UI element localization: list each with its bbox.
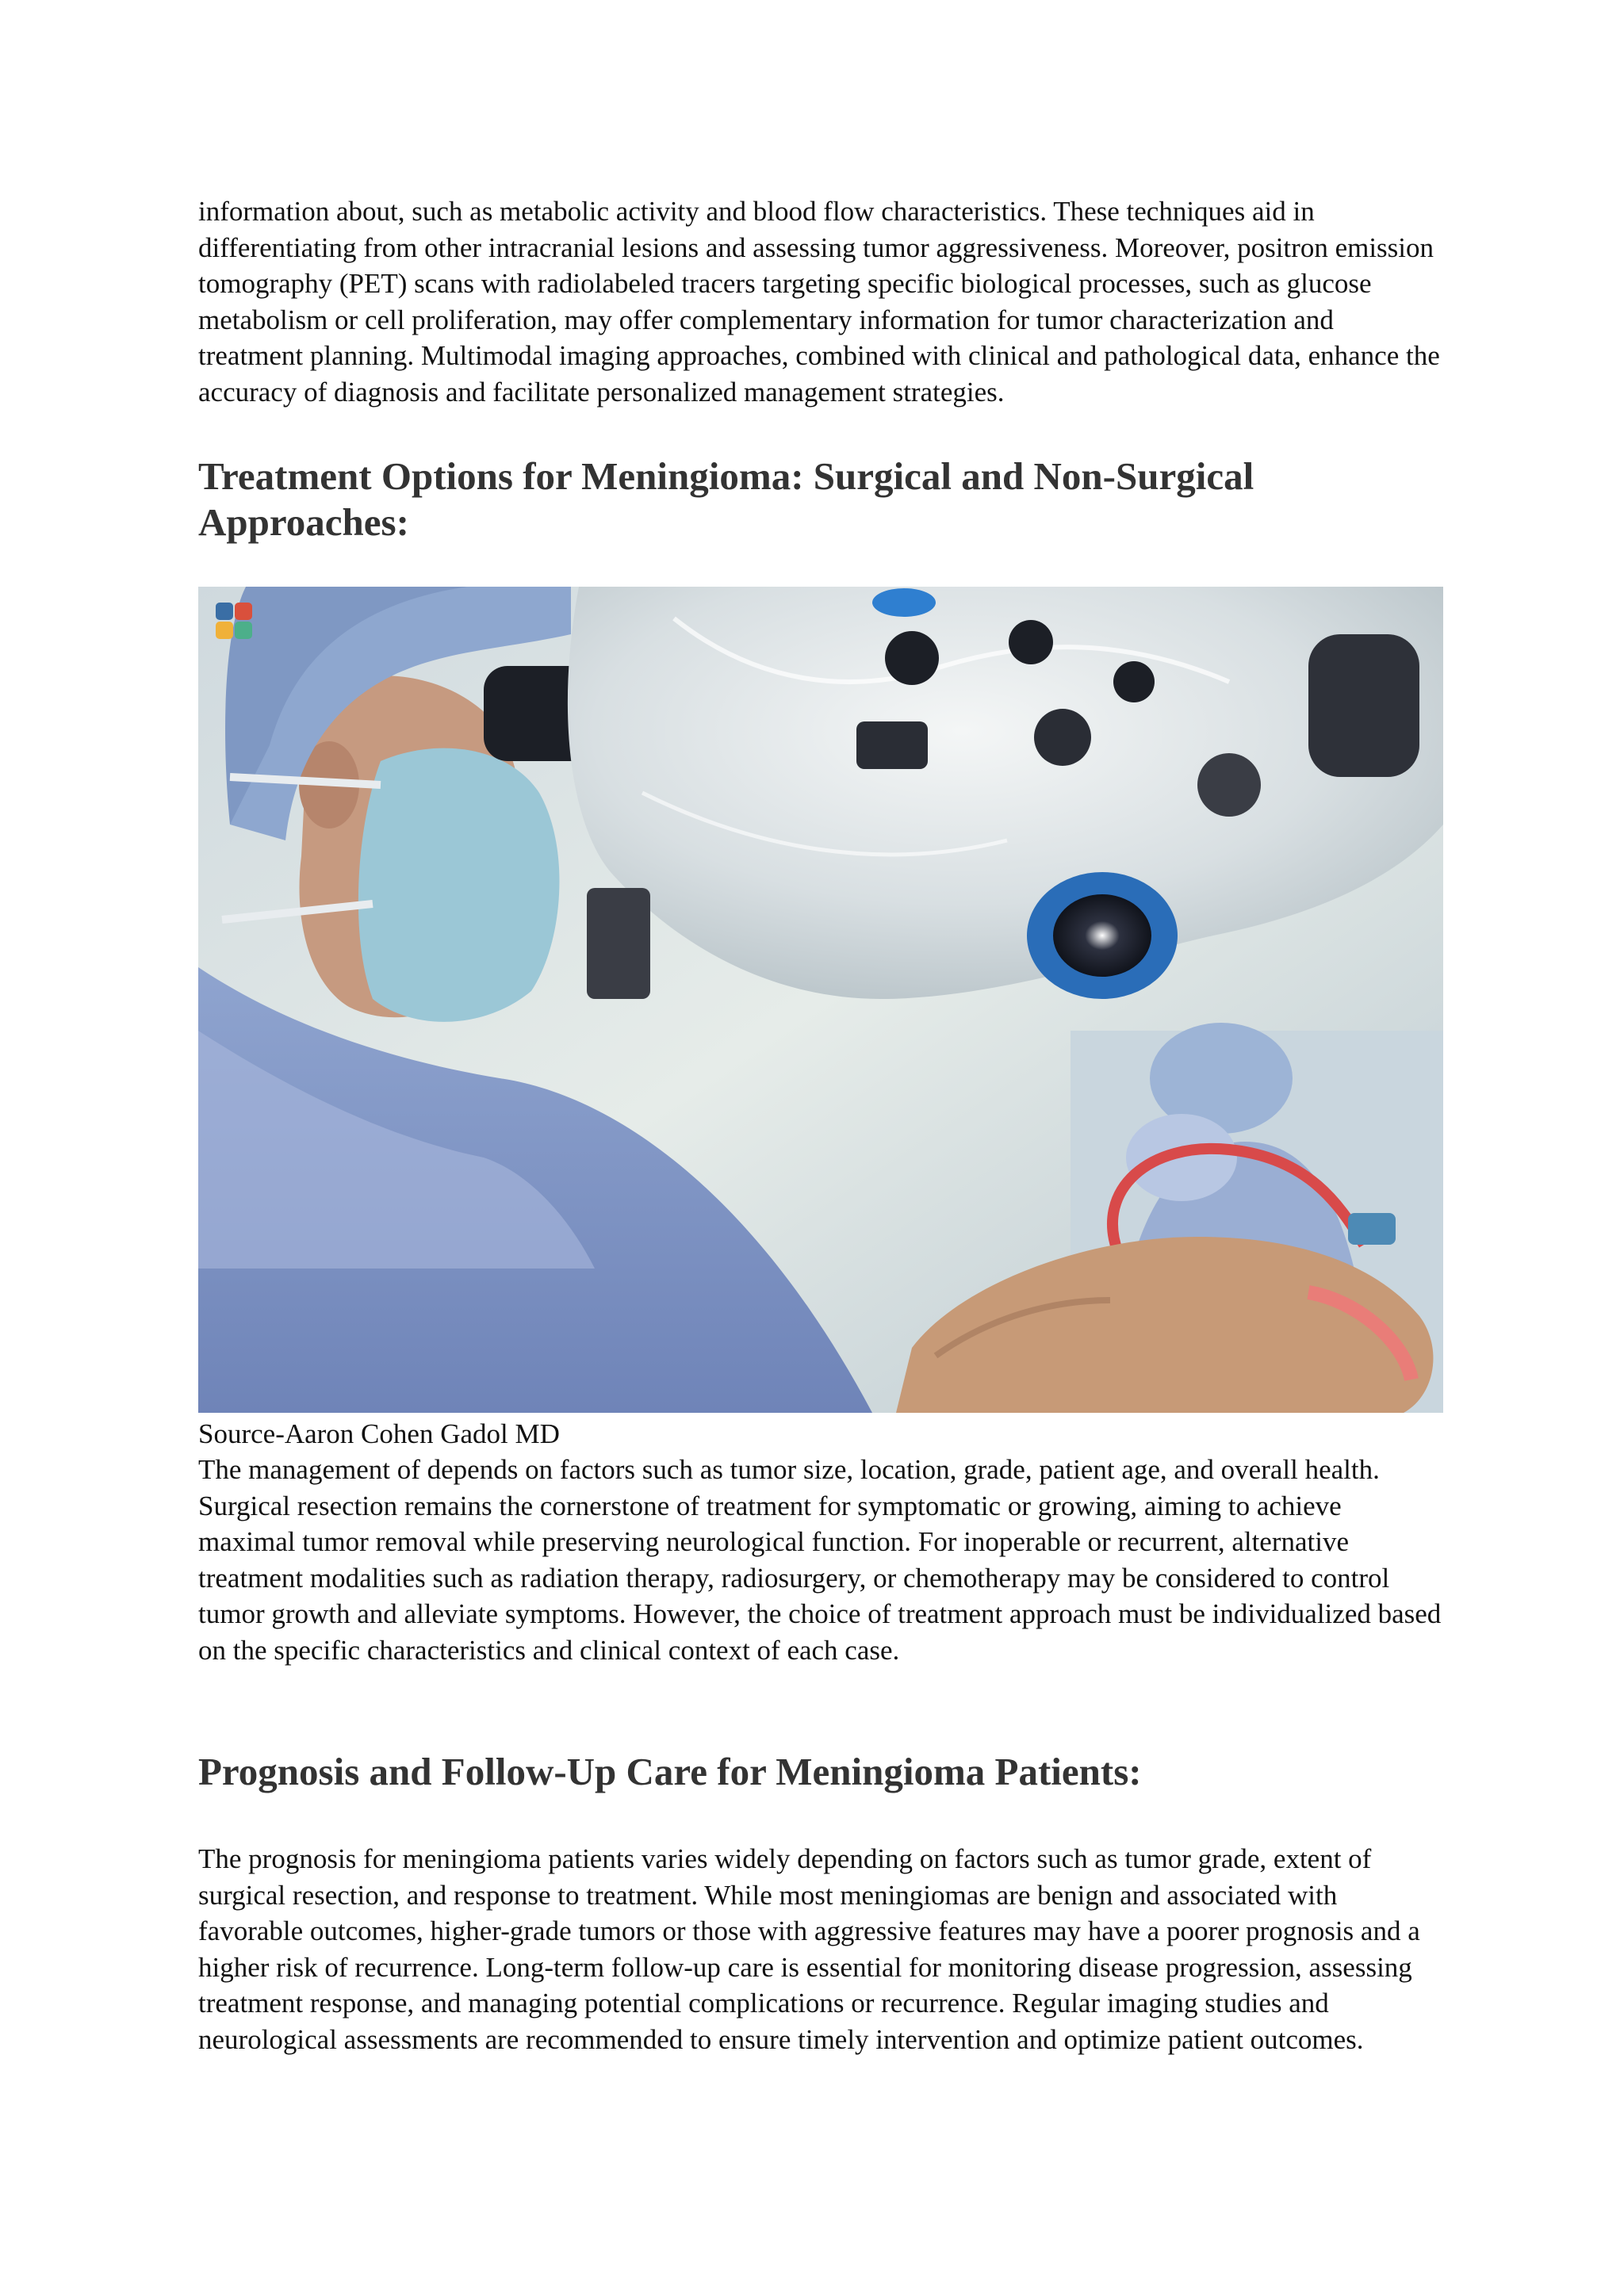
treatment-heading: Treatment Options for Meningioma: Surgical and Non-Surgical Approaches:	[198, 454, 1254, 544]
surgeon-microscope-photo	[198, 587, 1443, 1413]
prognosis-heading: Prognosis and Follow-Up Care for Meningioma Patients:	[198, 1750, 1142, 1793]
figure-caption: Source-Aaron Cohen Gadol MD	[198, 1418, 560, 1449]
prognosis-paragraph: The prognosis for meningioma patients varies widely depending on factors such as tumor grade, extent of surgical resection, and response to treatment. While most meningiomas are benign and associated with favorable outcomes, higher-grade tumors or those with aggressive features may have a poorer prognosis and a higher risk of recurrence. Long-term follow-up care is essential for monitoring disease progression, assessing treatment response, and managing potential complications or recurrence. Regular imaging studies and neurological assessments are recommended to ensure timely intervention and optimize patient outcomes.	[198, 1843, 1420, 2055]
intro-paragraph: information about, such as metabolic activity and blood flow characteristics. These techniques aid in differentiating from other intracranial lesions and assessing tumor aggressiveness. Moreover, positron emission tomography (PET) scans with radiolabeled tracers targeting specific biological processes, such as glucose metabolism or cell proliferation, may offer complementary information for tumor characterization and treatment planning. Multimodal imaging approaches, combined with clinical and pathological data, enhance the accuracy of diagnosis and facilitate personalized management strategies.	[198, 196, 1440, 408]
management-paragraph: The management of depends on factors such as tumor size, location, grade, patient age, and overall health. Surgical resection remains the cornerstone of treatment for symptomatic or growing, aiming to achieve maximal tumor removal while preserving neurological function. For inoperable or recurrent, alternative treatment modalities such as radiation therapy, radiosurgery, or chemotherapy may be considered to control tumor growth and alleviate symptoms. However, the choice of treatment approach must be individualized based on the specific characteristics and clinical context of each case.	[198, 1454, 1442, 1666]
